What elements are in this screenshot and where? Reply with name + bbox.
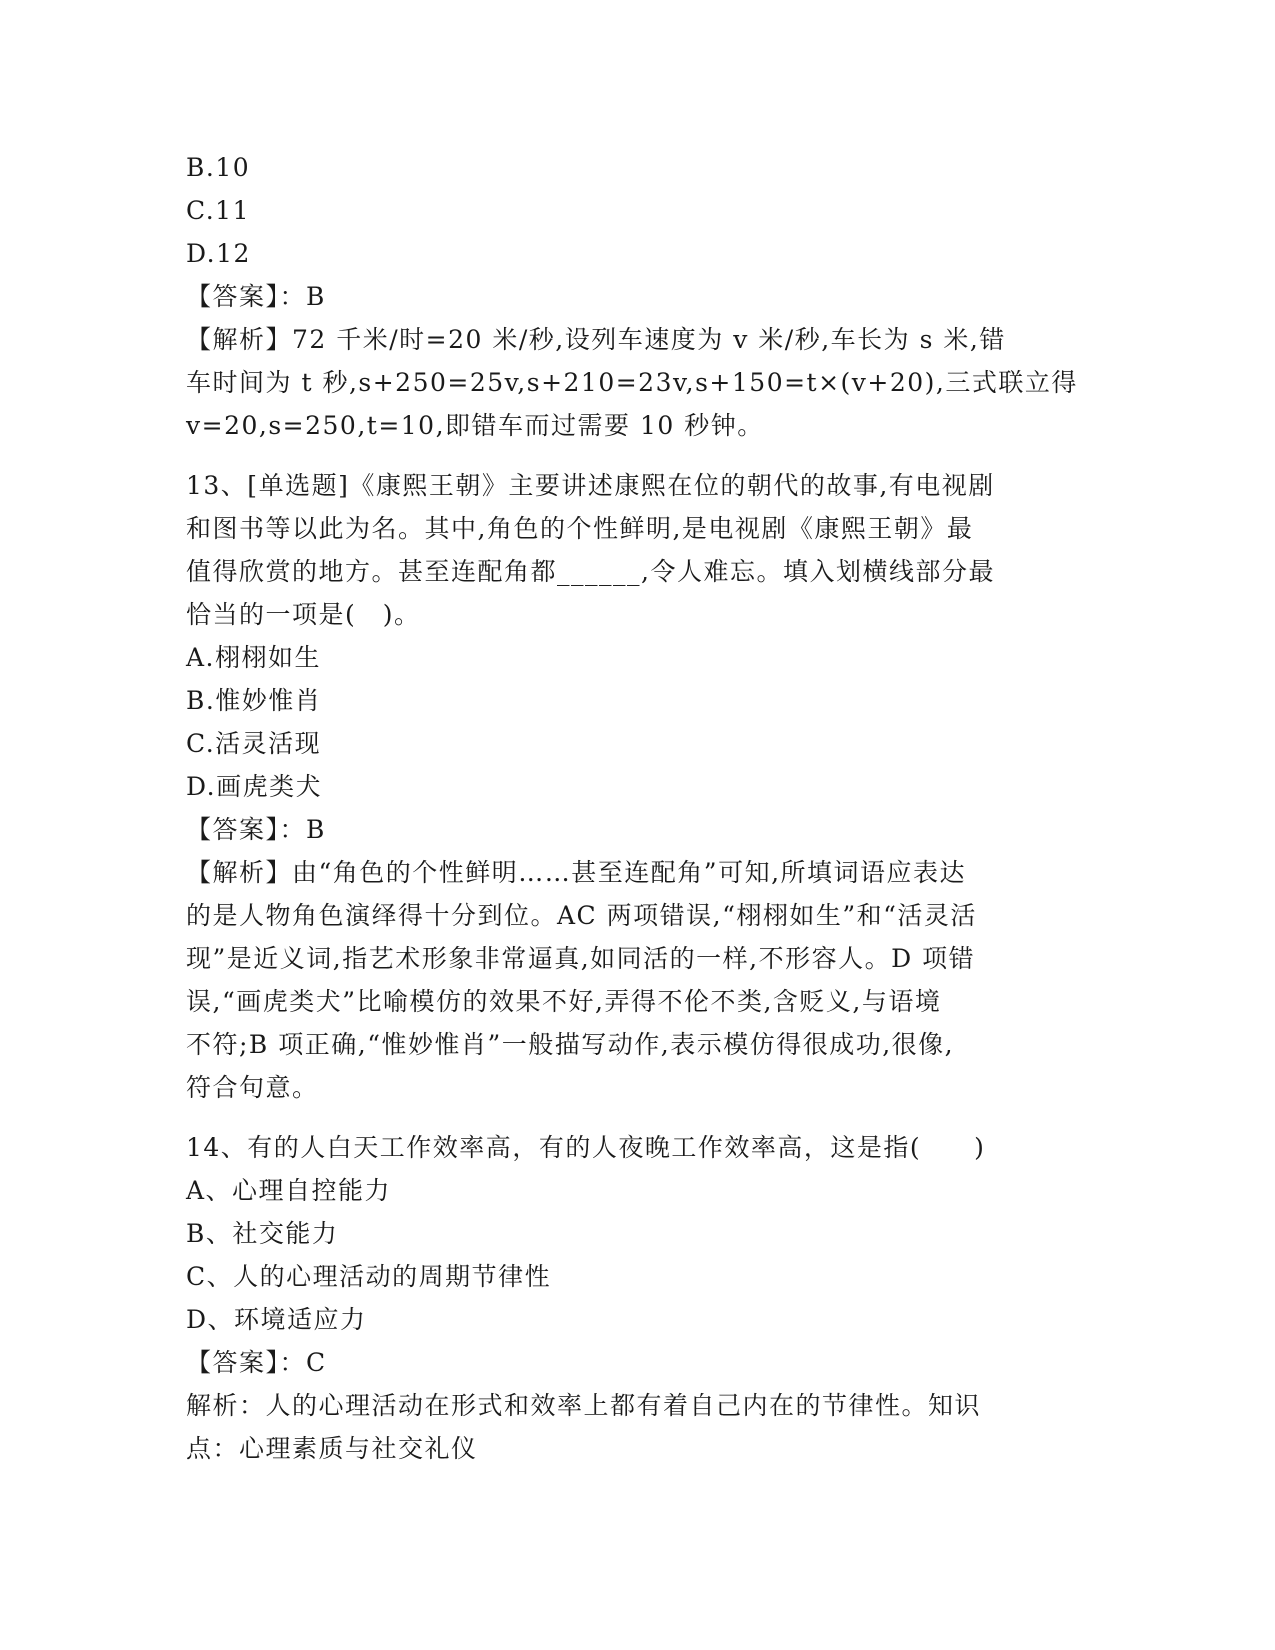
- option-b: B.惟妙惟肖: [186, 686, 322, 715]
- option-c: C.11: [186, 196, 250, 225]
- answer-line: 【答案】：C: [186, 1348, 327, 1377]
- question-text-line: 13、[单选题]《康熙王朝》主要讲述康熙在位的朝代的故事,有电视剧: [186, 471, 995, 500]
- analysis-line: 车时间为 t 秒,s+250=25v,s+210=23v,s+150=t×(v+20),三式联立得: [186, 368, 1078, 397]
- answer-line: 【答案】：B: [186, 815, 326, 844]
- option-b: B、社交能力: [186, 1219, 339, 1248]
- question-text-line: 值得欣赏的地方。甚至连配角都______,令人难忘。填入划横线部分最: [186, 557, 995, 586]
- analysis-line: 【解析】由“角色的个性鲜明……甚至连配角”可知,所填词语应表达: [186, 858, 967, 887]
- option-d: D.画虎类犬: [186, 772, 323, 801]
- analysis-line: 点：心理素质与社交礼仪: [186, 1434, 478, 1463]
- analysis-line: 【解析】72 千米/时=20 米/秒,设列车速度为 v 米/秒,车长为 s 米,错: [186, 325, 1006, 354]
- spacer: [186, 1109, 1086, 1126]
- option-c: C、人的心理活动的周期节律性: [186, 1262, 552, 1291]
- analysis-line: 的是人物角色演绎得十分到位。AC 两项错误,“栩栩如生”和“活灵活: [186, 901, 977, 930]
- analysis-line: v=20,s=250,t=10,即错车而过需要 10 秒钟。: [186, 411, 764, 440]
- question-text-line: 和图书等以此为名。其中,角色的个性鲜明,是电视剧《康熙王朝》最: [186, 514, 974, 543]
- spacer: [186, 447, 1086, 464]
- option-c: C.活灵活现: [186, 729, 322, 758]
- analysis-line: 不符;B 项正确,“惟妙惟肖”一般描写动作,表示模仿得很成功,很像,: [186, 1030, 955, 1059]
- question-text-line: 恰当的一项是( )。: [186, 600, 421, 629]
- option-a: A.栩栩如生: [186, 643, 322, 672]
- analysis-line: 误,“画虎类犬”比喻模仿的效果不好,弄得不伦不类,含贬义,与语境: [186, 987, 942, 1016]
- analysis-line: 解析：人的心理活动在形式和效率上都有着自己内在的节律性。知识: [186, 1391, 982, 1420]
- option-b: B.10: [186, 153, 251, 182]
- option-d: D.12: [186, 239, 251, 268]
- analysis-line: 符合句意。: [186, 1073, 319, 1102]
- question-14-block: [186, 1126, 1086, 1470]
- question-text-line: 14、有的人白天工作效率高，有的人夜晚工作效率高，这是指( ): [186, 1133, 986, 1162]
- option-d: D、环境适应力: [186, 1305, 367, 1334]
- question-12-block: [186, 146, 1086, 447]
- answer-line: 【答案】：B: [186, 282, 326, 311]
- option-a: A、心理自控能力: [186, 1176, 392, 1205]
- question-13-block: [186, 464, 1086, 1109]
- page-content: [186, 146, 1086, 1470]
- analysis-line: 现”是近义词,指艺术形象非常逼真,如同活的一样,不形容人。D 项错: [186, 944, 976, 973]
